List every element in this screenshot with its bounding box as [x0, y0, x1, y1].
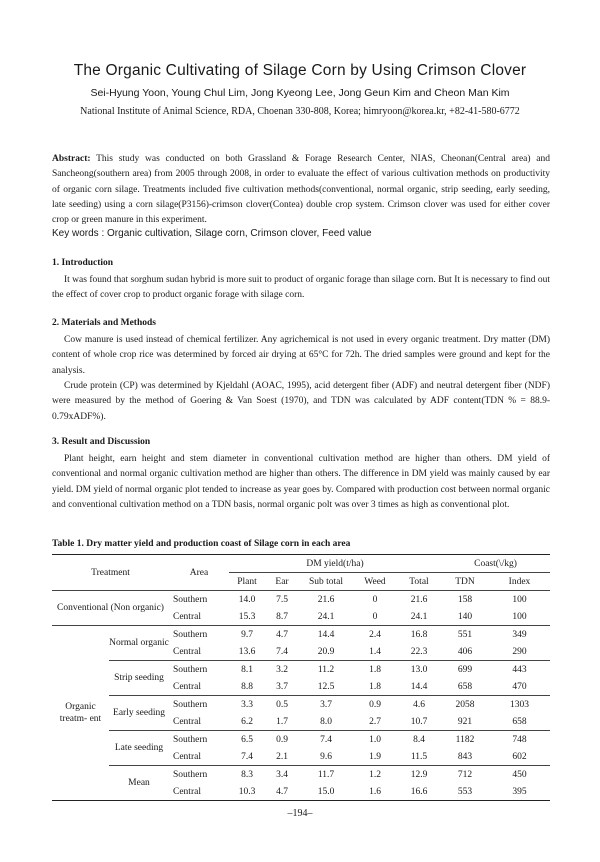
- cell-subtotal: 15.0: [299, 783, 353, 801]
- cell-subtotal: 11.2: [317, 664, 335, 675]
- cell-weed: 0.9: [369, 699, 381, 710]
- cell-weed: 1.0: [369, 734, 381, 745]
- cell-tdn: 658: [441, 678, 489, 696]
- keywords-text: Organic cultivation, Silage corn, Crimson clover, Feed value: [104, 228, 372, 239]
- cell-plant: 8.8: [229, 678, 265, 696]
- header-index: Index: [489, 573, 550, 591]
- table-caption: Table 1. Dry matter yield and production coast of Silage corn in each area: [52, 539, 351, 549]
- header-weed: Weed: [353, 573, 397, 591]
- table-row: [52, 731, 550, 749]
- cell-index: 395: [489, 783, 550, 801]
- header-subtotal: Sub total: [299, 573, 353, 591]
- cell-area: Central: [169, 643, 229, 661]
- cell-weed: 0: [372, 611, 378, 622]
- methods-paragraph-1: Cow manure is used instead of chemical fertilizer. Any agrichemical is not used in every organic treatment. Dry matter (DM) content of whole crop rice was determined by forced air drying at 65°C for 72h. The dried samples were ground and kept for the analysis.: [52, 335, 550, 376]
- treatment-group-label: Mean: [109, 766, 169, 801]
- cell-area: Central: [169, 678, 229, 696]
- cell-tdn: 406: [441, 643, 489, 661]
- cell-tdn: 921: [441, 713, 489, 731]
- cell-total: 12.9: [410, 769, 428, 780]
- keywords: [52, 228, 550, 239]
- cell-index: 470: [489, 678, 550, 696]
- cell-subtotal: 14.4: [317, 629, 335, 640]
- cell-index: 290: [489, 643, 550, 661]
- cell-subtotal: 3.7: [320, 699, 332, 710]
- cell-area: Central: [169, 713, 229, 731]
- cell-index: 443: [512, 664, 527, 675]
- table-row: [52, 626, 550, 644]
- cell-index: 100: [512, 594, 527, 605]
- cell-ear: 4.7: [276, 629, 288, 640]
- cell-ear: 0.5: [276, 699, 288, 710]
- header-plant: Plant: [229, 573, 265, 591]
- treatment-group-label: Strip seeding: [109, 661, 169, 696]
- abstract-text: This study was conducted on both Grassland & Forage Research Center, NIAS, Cheonan(Central area) and Sancheong(southern area) from 2005 through 2008, in order to evaluate the effect of various cultivation methods on productivity of organic corn silage. Treatments included five cultivation methods(conventional, normal organic, strip seeding, early seeding, late seeding) using a corn silage(P3156)-crimson clover(Contea) double crop system. Crimson clover was used for either cover crop or green manure in this experiment.: [52, 154, 550, 226]
- cell-ear: 3.7: [265, 678, 299, 696]
- cell-total: 11.5: [397, 748, 441, 766]
- table-row: [52, 661, 550, 679]
- table-row: [52, 591, 550, 609]
- cell-plant: 8.1: [241, 664, 253, 675]
- author-list: Sei-Hyung Yoon, Young Chul Lim, Jong Kyeong Lee, Jong Geun Kim and Cheon Man Kim: [90, 87, 510, 99]
- cell-area: Southern: [173, 594, 208, 605]
- cell-ear: 2.1: [265, 748, 299, 766]
- cell-area: Southern: [173, 699, 208, 710]
- page-number: –194–: [287, 808, 313, 819]
- cell-index: 748: [512, 734, 527, 745]
- cell-plant: 8.3: [241, 769, 253, 780]
- cell-weed: 1.9: [353, 748, 397, 766]
- cell-ear: 4.7: [265, 783, 299, 801]
- header-treatment: Treatment: [52, 555, 169, 591]
- cell-total: 24.1: [410, 611, 428, 622]
- cell-area: Southern: [173, 629, 208, 640]
- cell-total: 8.4: [413, 734, 425, 745]
- cell-total: 22.3: [397, 643, 441, 661]
- cell-ear: 7.5: [276, 594, 288, 605]
- cell-subtotal: 20.9: [299, 643, 353, 661]
- cell-tdn: 158: [457, 594, 473, 605]
- cell-plant: 10.3: [229, 783, 265, 801]
- keywords-label: Key words :: [52, 228, 105, 239]
- cell-subtotal: 12.5: [299, 678, 353, 696]
- header-dm-yield: DM yield(t/ha): [229, 555, 441, 573]
- cell-plant: 13.6: [229, 643, 265, 661]
- cell-weed: 1.8: [369, 664, 381, 675]
- cell-index: 450: [512, 769, 527, 780]
- cell-index: 100: [512, 611, 527, 622]
- cell-subtotal: 24.1: [317, 611, 335, 622]
- treatment-conventional: Conventional (Non organic): [52, 591, 169, 626]
- cell-ear: 0.9: [276, 734, 288, 745]
- affiliation: National Institute of Animal Science, RDA, Choenan 330-808, Korea; himryoon@korea.kr, +82-41-580-6772: [80, 106, 520, 117]
- table-row: [52, 766, 550, 784]
- header-area: Area: [169, 555, 229, 591]
- cell-weed: 0: [372, 594, 378, 605]
- results-text: Plant height, earn height and stem diameter in conventional cultivation method are higher than others. DM yield of conventional and normal organic cultivation method are higher than others. The difference in DM yield was mainly caused by ear yield. DM yield of normal organic plot tended to increase as year goes by. Compared with production cost between normal organic and conventional cultivation method on a TDN basis, normal organic polt was over 3 times as high as conventional plot.: [52, 454, 550, 510]
- cell-plant: 9.7: [241, 629, 253, 640]
- cell-total: 16.6: [397, 783, 441, 801]
- cell-index: 349: [512, 629, 527, 640]
- cell-tdn: 1182: [455, 734, 475, 745]
- cell-subtotal: 21.6: [317, 594, 335, 605]
- cell-total: 10.7: [397, 713, 441, 731]
- cell-ear: 1.7: [265, 713, 299, 731]
- table-row: [52, 696, 550, 714]
- cell-area: Southern: [173, 734, 208, 745]
- cell-tdn: 699: [457, 664, 473, 675]
- cell-area: Central: [169, 783, 229, 801]
- cell-weed: 1.4: [353, 643, 397, 661]
- cell-subtotal: 9.6: [299, 748, 353, 766]
- cell-plant: 14.0: [238, 594, 256, 605]
- treatment-group-label: Early seeding: [109, 696, 169, 731]
- cell-tdn: 2058: [455, 699, 475, 710]
- header-tdn: TDN: [441, 573, 489, 591]
- cell-plant: 7.4: [229, 748, 265, 766]
- abstract-label: Abstract:: [52, 154, 91, 164]
- cell-index: 658: [489, 713, 550, 731]
- cell-total: 4.6: [413, 699, 425, 710]
- cell-subtotal: 8.0: [299, 713, 353, 731]
- cell-tdn: 843: [441, 748, 489, 766]
- abstract: [52, 152, 550, 228]
- cell-tdn: 140: [457, 611, 473, 622]
- cell-index: 602: [489, 748, 550, 766]
- cell-plant: 15.3: [238, 611, 256, 622]
- cell-index: 1303: [510, 699, 529, 710]
- treatment-group-label: Late seeding: [109, 731, 169, 766]
- cell-area: Southern: [173, 664, 208, 675]
- cell-ear: 7.4: [265, 643, 299, 661]
- cell-tdn: 551: [457, 629, 473, 640]
- paper-title: The Organic Cultivating of Silage Corn by Using Crimson Clover: [73, 62, 527, 79]
- yield-cost-table: [52, 554, 550, 801]
- cell-total: 14.4: [397, 678, 441, 696]
- cell-tdn: 712: [457, 769, 473, 780]
- cell-tdn: 553: [441, 783, 489, 801]
- cell-ear: 3.2: [276, 664, 288, 675]
- cell-weed: 1.6: [353, 783, 397, 801]
- section-heading-methods: 2. Materials and Methods: [52, 318, 156, 328]
- treatment-group-label: Normal organic: [109, 626, 169, 661]
- cell-weed: 2.7: [353, 713, 397, 731]
- cell-plant: 6.5: [241, 734, 253, 745]
- methods-paragraph-2: Crude protein (CP) was determined by Kjeldahl (AOAC, 1995), acid detergent fiber (ADF) and neutral detergent fiber (NDF) were measured by the method of Goering & Van Soest (1970), and TDN was calculated by ADF content(TDN % = 88.9-0.79xADF%).: [52, 381, 550, 422]
- cell-subtotal: 11.7: [317, 769, 335, 780]
- cell-weed: 1.8: [353, 678, 397, 696]
- cell-area: Central: [173, 611, 201, 622]
- section-heading-results: 3. Result and Discussion: [52, 437, 151, 447]
- cell-plant: 6.2: [229, 713, 265, 731]
- header-ear: Ear: [265, 573, 299, 591]
- cell-subtotal: 7.4: [320, 734, 332, 745]
- cell-ear: 3.4: [276, 769, 288, 780]
- cell-total: 21.6: [410, 594, 428, 605]
- header-coast: Coast(\/kg): [441, 555, 550, 573]
- cell-area: Central: [169, 748, 229, 766]
- cell-area: Southern: [173, 769, 208, 780]
- introduction-text: It was found that sorghum sudan hybrid is more suit to product of organic forage than silage corn. But It is necessary to find out the effect of cover crop to product organic forage with silage corn.: [52, 275, 550, 301]
- cell-weed: 1.2: [369, 769, 381, 780]
- cell-weed: 2.4: [369, 629, 381, 640]
- cell-total: 13.0: [410, 664, 428, 675]
- cell-total: 16.8: [410, 629, 428, 640]
- cell-ear: 8.7: [276, 611, 288, 622]
- cell-plant: 3.3: [241, 699, 253, 710]
- header-total: Total: [397, 573, 441, 591]
- treatment-organic: Organic treatm- ent: [52, 626, 109, 801]
- section-heading-introduction: 1. Introduction: [52, 258, 114, 268]
